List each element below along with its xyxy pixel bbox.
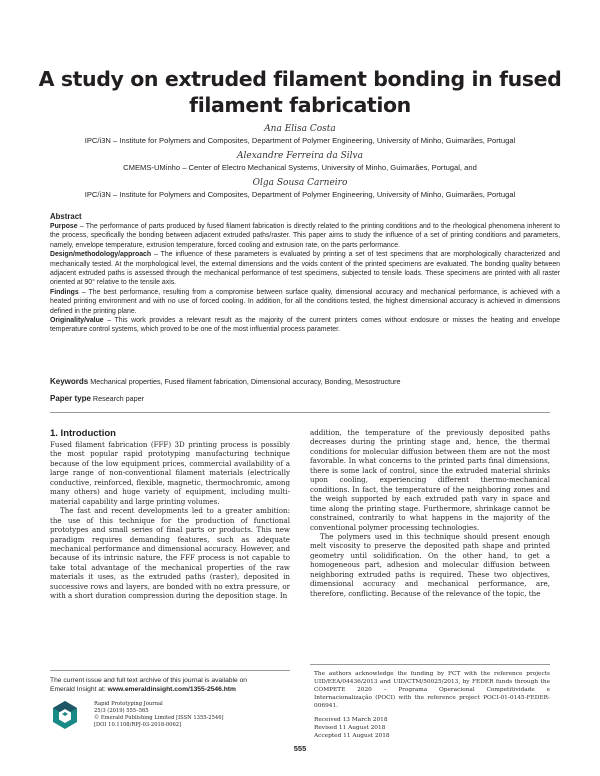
abstract-originality-text: – This work provides a relevant result as the majority of the current printers comes without endosure or misses the heating and envelope temperature control systems, which proved to be one of the most influential process parameter. — [50, 317, 560, 334]
archive-line: The current issue and full text archive of this journal is available on — [50, 677, 248, 684]
keywords-label: Keywords — [50, 377, 89, 386]
intro-left-column — [50, 428, 290, 601]
abstract — [50, 212, 560, 335]
paper-type-label: Paper type — [50, 394, 91, 403]
section-heading: 1. Introduction — [50, 428, 116, 439]
author-name: Alexandre Ferreira da Silva — [237, 151, 363, 161]
abstract-design-label: Design/methodology/approach — [50, 251, 152, 259]
emerald-logo-icon — [52, 700, 78, 730]
abstract-purpose — [50, 222, 560, 250]
author-name: Olga Sousa Carneiro — [252, 178, 348, 188]
section-divider — [50, 412, 550, 413]
paper-title: A study on extruded filament bonding in fused filament fabrication — [38, 67, 562, 117]
abstract-design-text: – The influence of these parameters is evaluated by printing a set of test specimens that are morphologically characterized and mechanically tested. At the morphological level, the external dimensions and the voids content of the printed specimens are evaluated. The bonding quality between adjacent extruded paths is assessed through the mechanical performance of test specimens, subjected to tensile loads. These specimens are printed with all raster oriented at 90° relative to the tensile axis. — [50, 251, 560, 287]
abstract-heading: Abstract — [50, 212, 82, 221]
journal-volume: 25/3 (2019) 555–565 — [94, 707, 149, 714]
body-paragraph: The fast and recent developments led to a greater ambition: the use of this technique for the production of functional prototypes and small series of final parts or products. This new paradigm requires demanding features, such as adequate mechanical performance and dimensional accuracy. However, and because of its intrinsic nature, the FFF process is not capable to take total advantage of the mechanical properties of the raw materials it uses, as the extruded paths (raster), deposited in successive rows and layers, are bonded with no extra pressure, or with a short duration compression during the deposition stage. In — [50, 506, 290, 601]
archive-notice — [50, 676, 290, 694]
keywords-text: Mechanical properties, Fused filament fabrication, Dimensional accuracy, Bonding, Mesostructure — [90, 377, 401, 386]
doi-suffix: ] — [179, 721, 182, 728]
footnote-divider — [310, 664, 550, 665]
archive-line — [50, 685, 290, 694]
date-accepted: Accepted 11 August 2018 — [314, 733, 390, 740]
funding-footnote: The authors acknowledge the funding by FCT with the reference projects UID/EEA/04436/2013 and UID/CTM/50025/2013, by FEDER funds through the COMPETE 2020 – Programa Operacional Competitividade e Internacionalização (POCI) with the reference project POCI-01-0145-FEDER-006941. — [314, 671, 550, 709]
journal-publisher: © Emerald Publishing Limited [ISSN 1355-2546] — [94, 714, 224, 721]
body-paragraph: addition, the temperature of the previously deposited paths decreases during the printing stage and, hence, the thermal conditions for molecular diffusion between them are not the most favorable. In what concerns to the printed parts final dimensions, there is some lack of control, since the extruded material shrinks upon cooling, experiencing different thermo-mechanical conditions. In fact, the temperature of the neighboring zones and the weigh supported by each extruded path vary in space and time along the printing stage. Furthermore, shrinkage cannot be constrained, contrarily to what happens in the majority of the conventional polymer processing technologies. — [310, 428, 550, 532]
archive-url-link[interactable]: www.emeraldinsight.com/1355-2546.htm — [107, 686, 236, 693]
body-paragraph: The polymers used in this technique should present enough melt viscosity to preserve the deposited path shape and printed geometry until solidification. On the other hand, to get a homogeneous part, adhesion and molecular diffusion between neighboring extruded paths is required. These two objectives, dimensional accuracy and mechanical performance, are, therefore, conflicting. Because of the relevance of the topic, the — [310, 531, 550, 598]
journal-name: Rapid Prototyping Journal — [94, 701, 163, 707]
body-paragraph: Fused filament fabrication (FFF) 3D printing process is possibly the most popular rapid prototyping manufacturing technique because of the low equipment prices, commercial availability of a large range of non-conventional filament materials (electrically conductive, reinforced, flexible, magnetic, thermochromic, among many others) and huge variety of equipment, including multi-material capability and large printing volumes. — [50, 440, 290, 506]
abstract-findings-text: – The best performance, resulting from a compromise between surface quality, dimensional accuracy and mechanical performance, is achieved with a heated printing environment and with no use of forced cooling. In addition, for all the conditions tested, the highest dimensional accuracy is achieved in dimensions defined in the printing plane. — [50, 288, 560, 315]
abstract-design — [50, 250, 560, 288]
date-revised: Revised 11 August 2018 — [314, 725, 386, 732]
author-affiliation: IPC/i3N – Institute for Polymers and Composites, Department of Polymer Engineering, University of Minho, Guimarães, Portugal — [84, 136, 516, 145]
intro-right-column — [310, 428, 550, 598]
abstract-originality-label: Originality/value — [50, 317, 104, 325]
author-affiliation: CMEMS-UMinho – Center of Electro Mechanical Systems, University of Minho, Guimarães, Portugal, and — [123, 163, 477, 172]
abstract-purpose-label: Purpose — [50, 223, 78, 230]
journal-info — [94, 701, 224, 729]
paper-type — [50, 394, 560, 404]
author-affiliation: IPC/i3N – Institute for Polymers and Composites, Department of Polymer Engineering, University of Minho, Guimarães, Portugal — [84, 190, 516, 199]
footer-divider — [50, 670, 290, 671]
author-name: Ana Elisa Costa — [264, 124, 336, 134]
abstract-findings-label: Findings — [50, 288, 79, 296]
doi-link[interactable]: 10.1108/RPJ-03-2018-0062 — [108, 721, 180, 728]
page-number: 555 — [293, 744, 307, 753]
doi-prefix: [DOI — [94, 721, 109, 728]
paper-type-text: Research paper — [92, 394, 145, 403]
abstract-purpose-text: – The performance of parts produced by fused filament fabrication is directly related to the printing conditions and to the rheological phenomena inherent to the process, specifically the bonding between adjacent extruded paths/raster. This paper aims to study the influence of a set of printing conditions and parameters, namely, envelope temperature, extrusion temperature, forced cooling and extrusion rate, on the parts performance. — [50, 223, 560, 249]
abstract-findings — [50, 288, 560, 316]
keywords — [50, 377, 560, 387]
article-dates — [314, 716, 390, 741]
abstract-originality — [50, 316, 560, 335]
date-received: Received 13 March 2018 — [314, 717, 388, 723]
journal-doi-line — [94, 722, 224, 729]
archive-prefix: Emerald Insight at: — [50, 686, 108, 693]
